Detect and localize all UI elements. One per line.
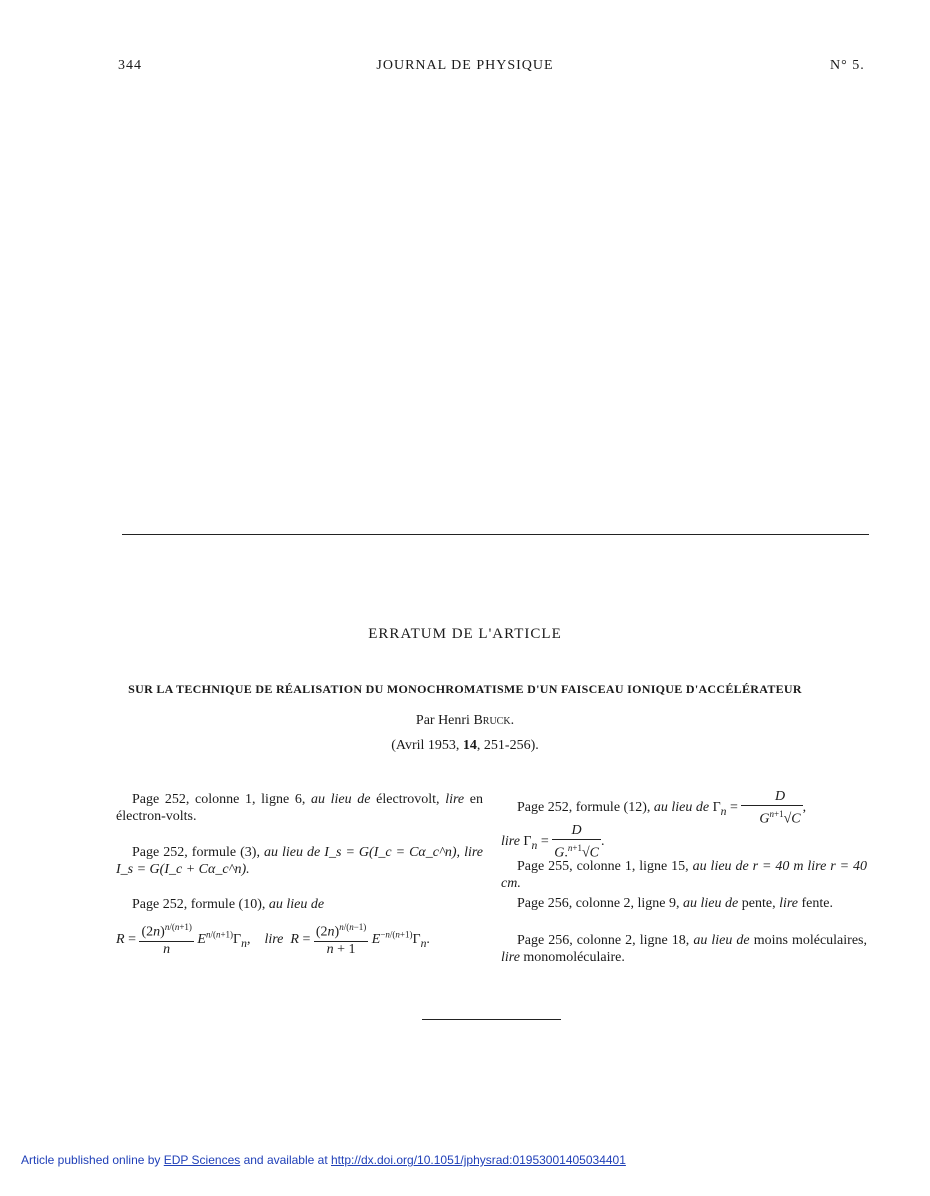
left-paragraph-2 — [116, 844, 483, 878]
left-paragraph-1 — [116, 791, 483, 825]
lire: lire — [779, 896, 798, 911]
text: Page 252, colonne 1, ligne 6, — [132, 792, 311, 807]
ref-pages: , 251-256). — [476, 738, 539, 753]
issue-number: N° 5. — [830, 58, 865, 73]
formula-correct: I_s = G(I_c + Cα_c^n). — [116, 862, 250, 877]
text: Page 256, colonne 2, ligne 9, — [517, 896, 684, 911]
au-lieu-de: au lieu de — [310, 792, 371, 807]
au-lieu-de: au lieu de — [683, 896, 739, 911]
page-number: 344 — [118, 58, 142, 73]
journal-title: JOURNAL DE PHYSIQUE — [376, 58, 554, 73]
au-lieu-de: au lieu de — [263, 845, 321, 860]
lire: lire — [807, 859, 827, 874]
text: Page 252, formule (3), — [132, 845, 264, 860]
lire: lire — [501, 950, 520, 965]
ref-volume: 14 — [462, 738, 477, 753]
lire: lire — [464, 845, 483, 860]
author-line — [0, 713, 930, 729]
fraction-wrong: $\frac{(2n)^{n/(n+1)}}{n}$ — [141, 922, 192, 957]
text: électrovolt, — [370, 792, 446, 807]
text: en électron-volts. — [116, 792, 483, 824]
text: moins moléculaires, — [749, 933, 867, 948]
fraction-correct: $\frac{D}{G.^{n+1}√C}$ — [554, 823, 599, 861]
right-paragraph-4 — [501, 932, 867, 966]
lire: lire — [501, 834, 520, 850]
au-lieu-de: au lieu de — [268, 897, 325, 912]
right-paragraph-3 — [501, 895, 867, 912]
erratum-title: ERRATUM DE L'ARTICLE — [368, 626, 562, 642]
text: fente. — [798, 896, 833, 911]
text: Page 255, colonne 1, ligne 15, — [517, 859, 693, 874]
section-divider — [122, 534, 869, 535]
footer-text: and available at — [240, 1153, 331, 1167]
value-wrong: r = 40 m — [748, 859, 808, 874]
au-lieu-de: au lieu de — [653, 800, 710, 816]
right-paragraph-2 — [501, 858, 867, 892]
publisher-link[interactable]: EDP Sciences — [163, 1153, 241, 1167]
au-lieu-de: au lieu de — [692, 859, 749, 874]
right-paragraph-1: Page 252, formule (12), au lieu de $\Gamma_n$ = $\frac{D}{G^{n+1}√C}$ , — [517, 789, 807, 827]
article-reference — [0, 738, 930, 754]
author-prefix: Par Henri — [415, 713, 470, 728]
lire: lire — [264, 932, 284, 948]
lire: lire — [445, 792, 465, 807]
footer-text: Article published online by — [21, 1153, 164, 1167]
formula-wrong: I_s = G(I_c = Cα_c^n), — [320, 845, 461, 860]
right-paragraph-1-correction: lire $\Gamma_n$ = $\frac{D}{G.^{n+1}√C}$ . — [501, 823, 605, 861]
fraction-wrong: $\frac{D}{G^{n+1}√C}$ — [741, 788, 802, 828]
text: pente, — [738, 896, 780, 911]
left-paragraph-3 — [116, 896, 483, 913]
end-rule — [422, 1019, 561, 1020]
doi-link[interactable]: http://dx.doi.org/10.1051/jphysrad:01953001405034401 — [330, 1153, 626, 1167]
text: Page 252, formule (12), — [517, 800, 654, 816]
text: monomoléculaire. — [519, 950, 625, 965]
article-title: SUR LA TECHNIQUE DE RÉALISATION DU MONOCHROMATISME D'UN FAISCEAU IONIQUE D'ACCÉLÉRATEUR — [128, 682, 802, 696]
publication-footer — [21, 1153, 626, 1167]
author-name: Bruck. — [473, 713, 515, 728]
text: Page 256, colonne 2, ligne 18, — [517, 933, 694, 948]
equation-r: R = $\frac{(2n)^{n/(n+1)}}{n}$ $E^{n/(n+1)}\Gamma_n$, lire R = $\frac{(2n)^{n/(n-1)}}{n + 1}$ $E^{-n/(n+1)}\Gamma_n$. — [116, 922, 430, 957]
au-lieu-de: au lieu de — [693, 933, 750, 948]
fraction-correct: $\frac{(2n)^{n/(n-1)}}{n + 1}$ — [315, 922, 367, 957]
text: Page 252, formule (10), — [132, 897, 269, 912]
value-correct: r = 40 cm. — [501, 859, 867, 891]
ref-date: (Avril 1953, — [391, 738, 463, 753]
